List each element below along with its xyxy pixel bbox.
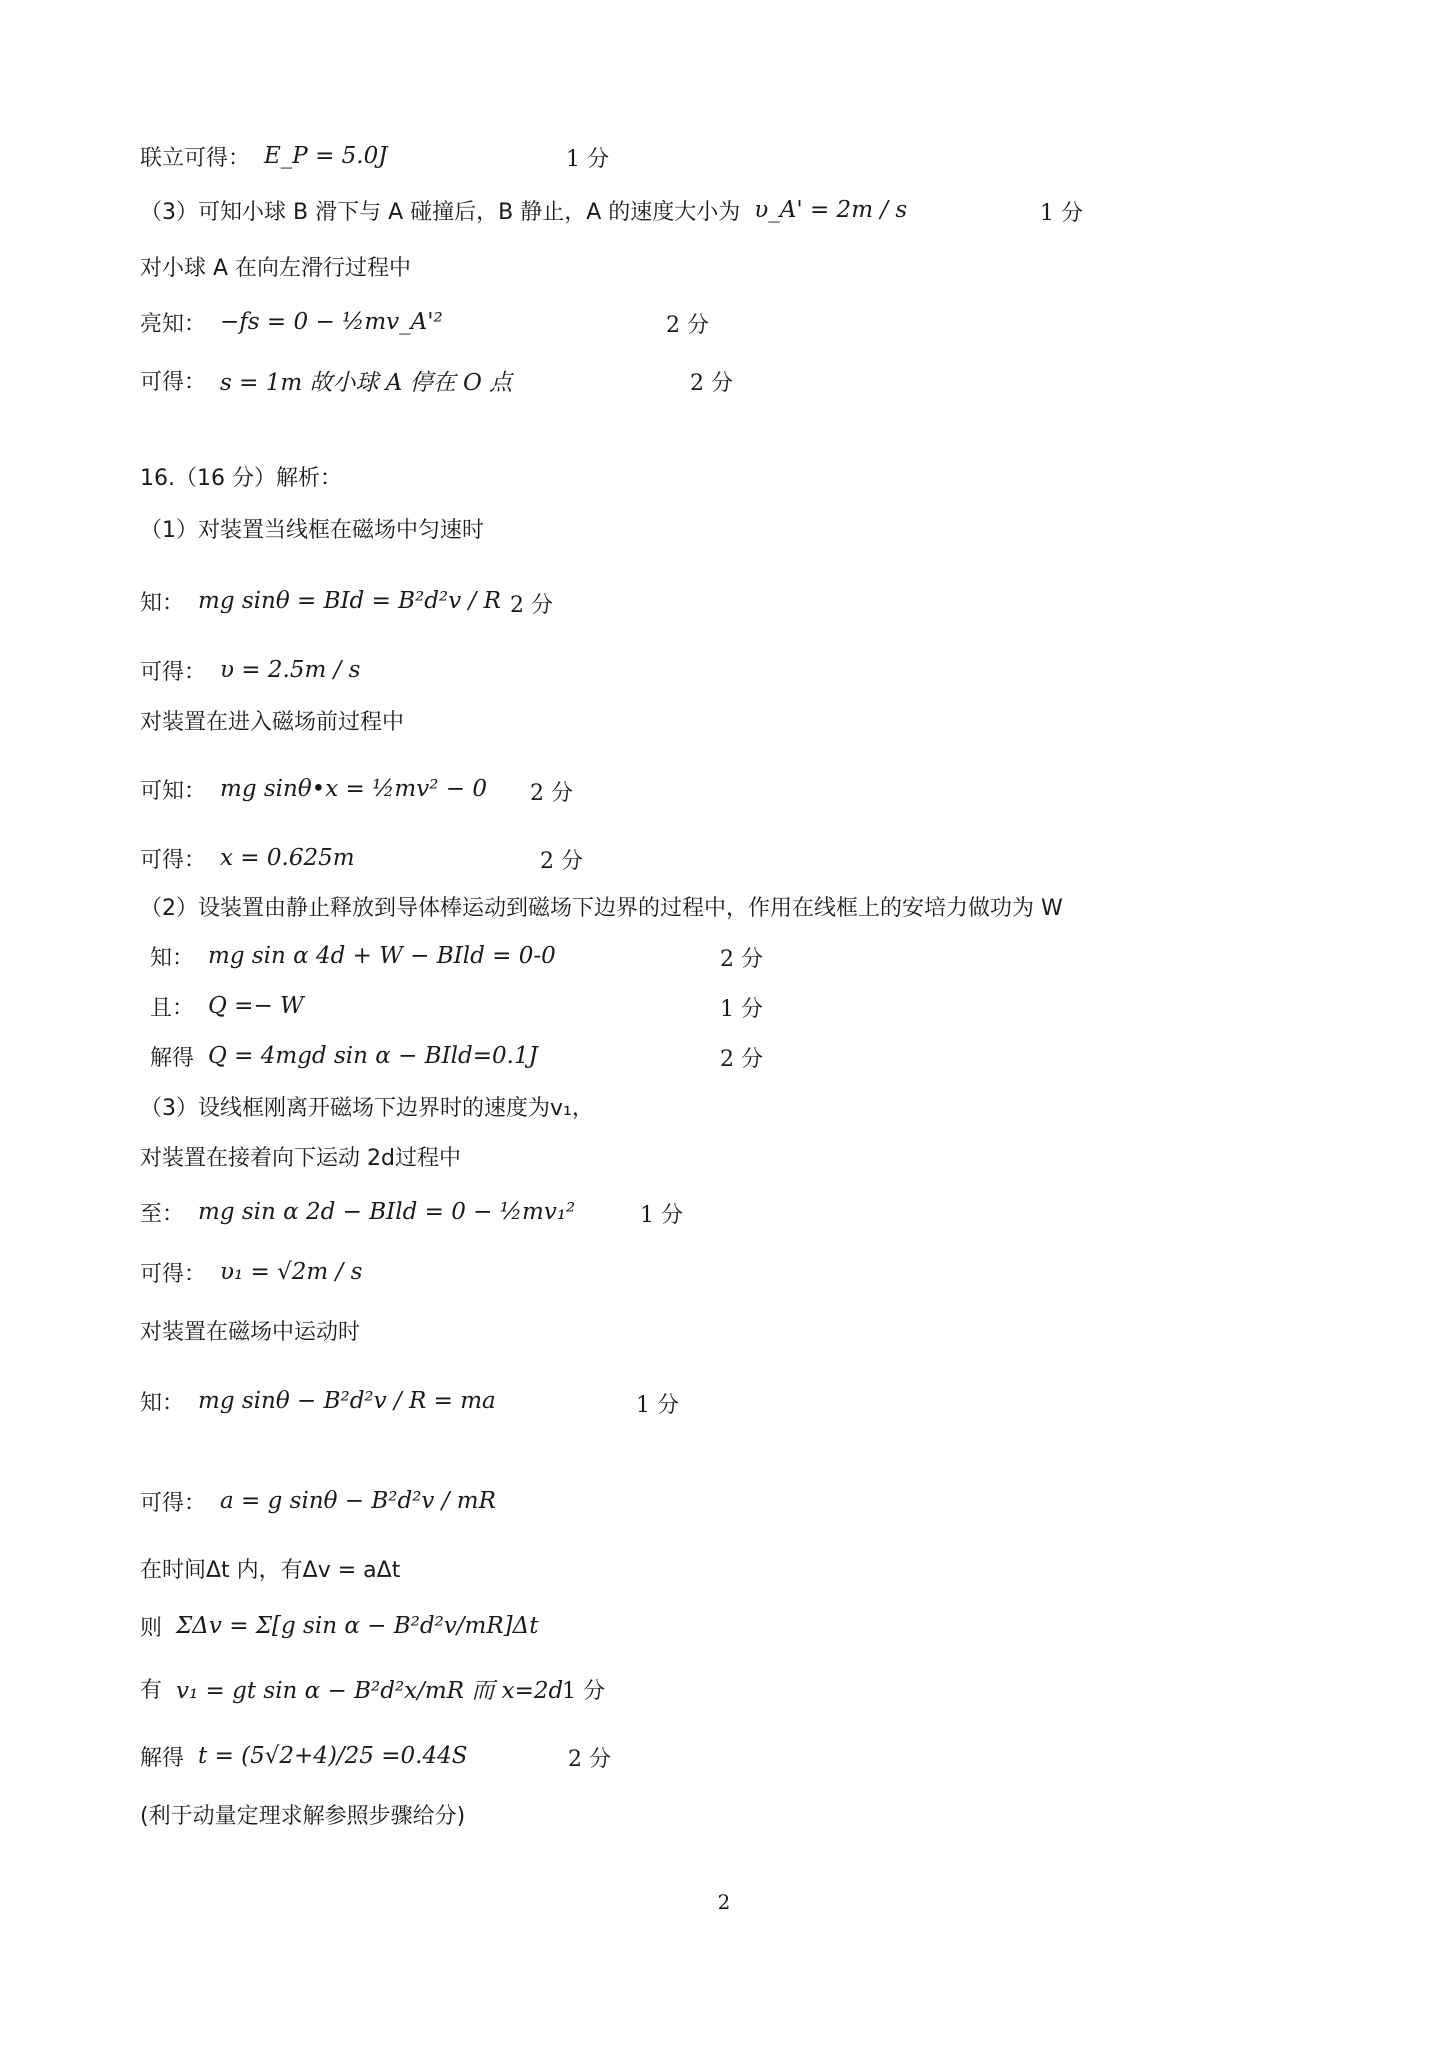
text-line	[140, 1734, 468, 1778]
text-line	[140, 566, 501, 636]
line-label: （3）设线框刚离开磁场下边界时的速度为v₁，	[140, 1095, 594, 1121]
equation: mg sin α 4d + W − BIld = 0-0	[208, 943, 556, 969]
score: 1 分	[566, 147, 609, 172]
equation: s = 1m 故小球 A 停在 O 点	[220, 369, 513, 396]
text-line	[140, 1084, 594, 1128]
score: 2 分	[530, 781, 573, 806]
score: 1 分	[640, 1203, 683, 1228]
line-label: 则	[140, 1615, 163, 1641]
score: 2 分	[510, 593, 553, 618]
text-line	[150, 934, 556, 978]
equation: υ_A' = 2m / s	[754, 197, 908, 223]
equation: a = g sinθ − B²d²v / mR	[220, 1488, 496, 1514]
section-heading: 16.（16 分）解析：	[140, 465, 342, 491]
text-line	[140, 188, 907, 232]
line-label: 可得：	[140, 847, 207, 873]
text-line	[140, 358, 512, 402]
line-label: 至：	[140, 1201, 185, 1227]
score: 1 分	[562, 1679, 605, 1704]
text-line	[140, 1792, 465, 1836]
line-label: 且：	[150, 995, 195, 1021]
text-line	[140, 300, 443, 344]
text-line	[140, 1604, 539, 1648]
score: 2 分	[690, 371, 733, 396]
equation: mg sinθ•x = ½mv² − 0	[220, 776, 487, 802]
equation: υ = 2.5m / s	[220, 657, 361, 683]
equation: t = (5√2+4)/25 =0.44S	[198, 1743, 468, 1769]
text-line	[140, 1466, 496, 1536]
text-line	[150, 1034, 538, 1078]
equation: mg sinθ − B²d²v / R = ma	[198, 1388, 496, 1414]
equation: x = 0.625m	[220, 845, 355, 871]
line-label: 知：	[150, 945, 195, 971]
equation: E_P = 5.0J	[264, 143, 388, 169]
line-label: 对装置在磁场中运动时	[140, 1319, 361, 1345]
line-label: 可得：	[140, 1261, 207, 1287]
page-number: 2	[717, 1890, 731, 1914]
text-line	[140, 1546, 400, 1590]
text-line	[140, 1366, 496, 1436]
score: 1 分	[1040, 201, 1083, 226]
text-line	[140, 698, 404, 742]
line-label: 解得	[140, 1745, 185, 1771]
score: 1 分	[720, 997, 763, 1022]
line-label: 亮知：	[140, 311, 207, 337]
line-label: 可知：	[140, 778, 207, 804]
line-label: （1）对装置当线框在磁场中匀速时	[140, 517, 484, 543]
text-line	[140, 1134, 461, 1178]
text-line	[140, 648, 360, 692]
text-line	[140, 1308, 360, 1352]
score: 2 分	[540, 849, 583, 874]
text-line	[140, 134, 387, 178]
text-line	[140, 1666, 563, 1710]
score: 2 分	[666, 313, 709, 338]
line-label: 对装置在接着向下运动 2d过程中	[140, 1145, 461, 1171]
equation: ΣΔv = Σ[g sin α − B²d²v/mR]Δt	[176, 1613, 539, 1639]
line-label: 对装置在进入磁场前过程中	[140, 709, 405, 735]
text-line	[140, 754, 487, 824]
footnote: (利于动量定理求解参照步骤给分)	[140, 1803, 466, 1829]
text-line	[140, 244, 411, 288]
line-label: 联立可得：	[140, 145, 251, 171]
text-line	[140, 836, 355, 880]
text-line	[140, 1250, 362, 1294]
line-label: 对小球 A 在向左滑行过程中	[140, 255, 412, 281]
equation: mg sinθ = BId = B²d²v / R	[198, 588, 501, 614]
line-label: 可得：	[140, 1490, 207, 1516]
score: 2 分	[568, 1747, 611, 1772]
line-label: （3）可知小球 B 滑下与 A 碰撞后，B 静止，A 的速度大小为	[140, 199, 741, 225]
line-label: 解得	[150, 1045, 195, 1071]
score: 1 分	[636, 1393, 679, 1418]
equation: −fs = 0 − ½mv_A'²	[220, 309, 443, 335]
equation: v₁ = gt sin α − B²d²x/mR 而 x=2d	[176, 1677, 564, 1704]
text-line	[140, 1190, 575, 1234]
line-label: 知：	[140, 1390, 185, 1416]
equation: υ₁ = √2m / s	[220, 1259, 363, 1285]
line-label: 有	[140, 1677, 163, 1703]
line-label: 在时间Δt 内，有Δv = aΔt	[140, 1557, 401, 1583]
line-label: 知：	[140, 590, 185, 616]
text-line	[150, 984, 304, 1028]
line-label: （2）设装置由静止释放到导体棒运动到磁场下边界的过程中，作用在线框上的安培力做功为 W	[140, 895, 1063, 921]
equation: mg sin α 2d − BIld = 0 − ½mv₁²	[198, 1199, 576, 1225]
line-label: 可得：	[140, 659, 207, 685]
text-line	[140, 506, 484, 550]
line-label: 可得：	[140, 369, 207, 395]
equation: Q =− W	[208, 993, 304, 1019]
score: 2 分	[720, 947, 763, 972]
score: 2 分	[720, 1047, 763, 1072]
text-line	[140, 454, 342, 498]
text-line	[140, 884, 1063, 928]
equation: Q = 4mgd sin α − BIld=0.1J	[208, 1043, 538, 1069]
